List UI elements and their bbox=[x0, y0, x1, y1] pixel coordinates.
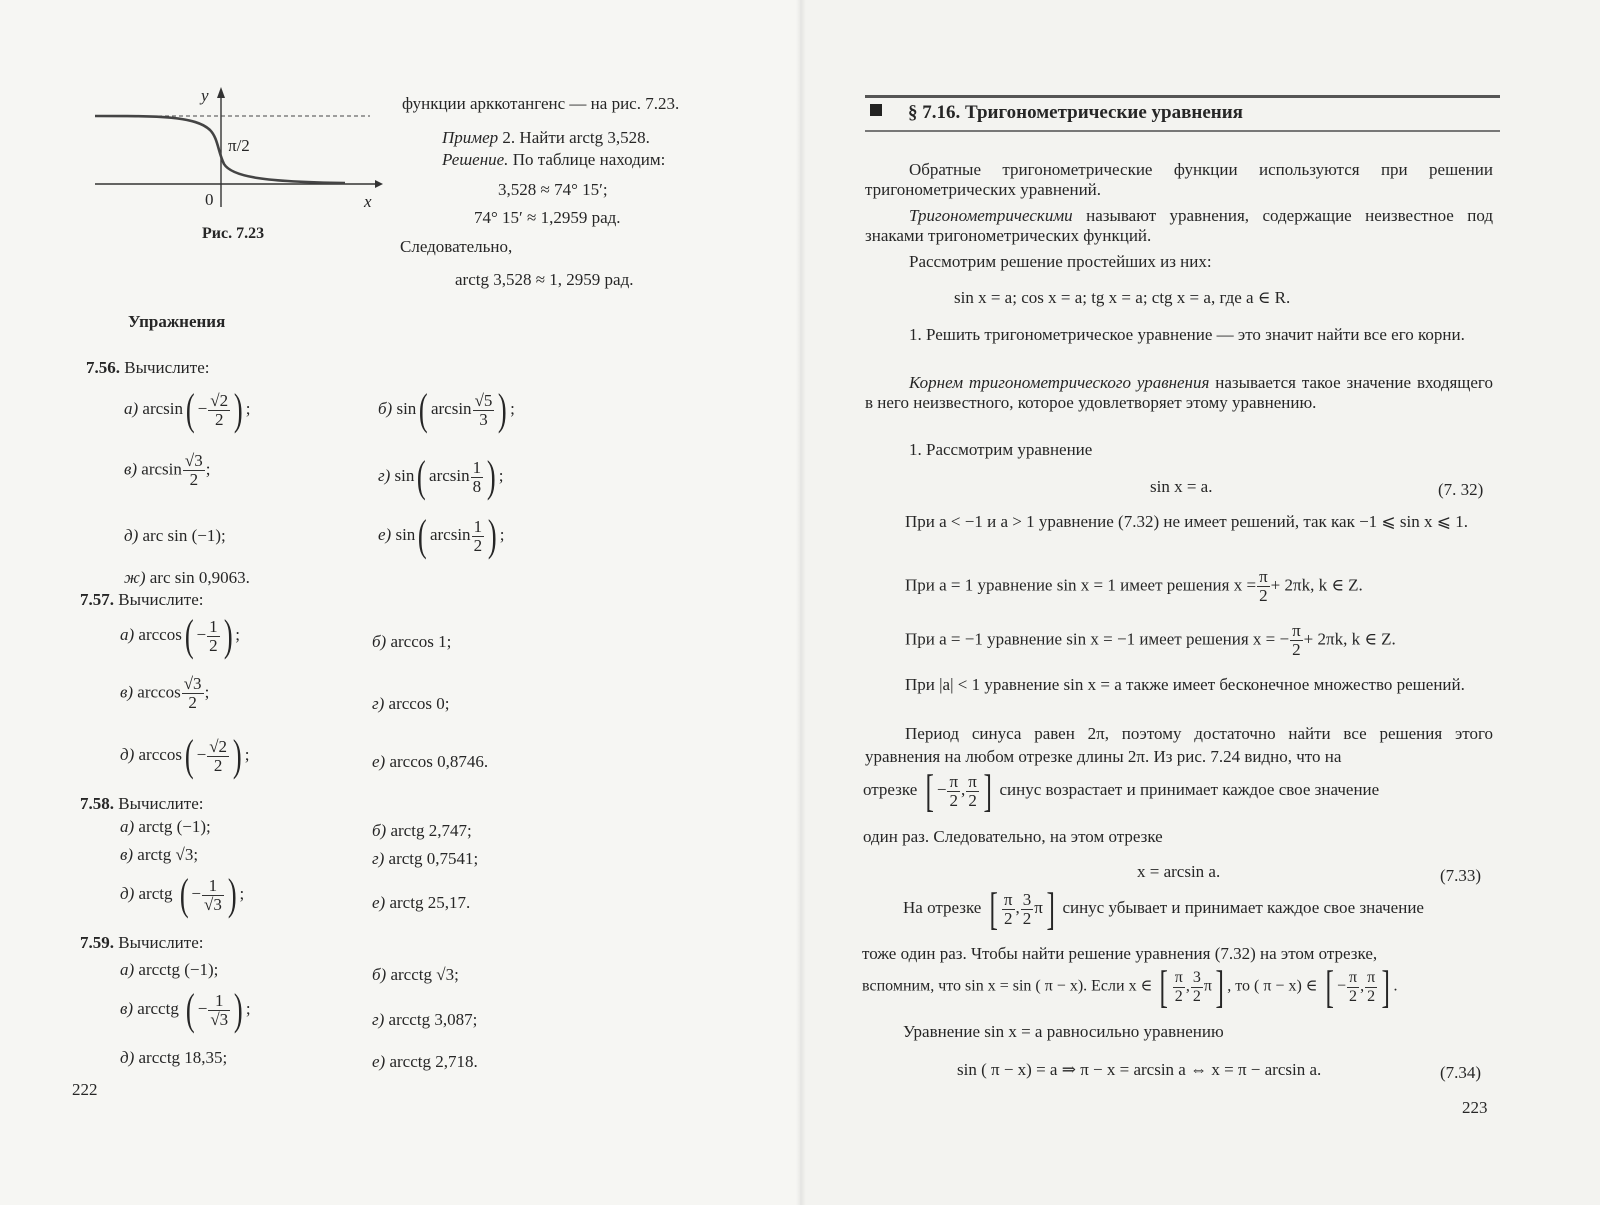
section-title: § 7.16. Тригонометрические уравнения bbox=[908, 102, 1243, 123]
section-marker-icon bbox=[870, 104, 882, 116]
ex-7-57-e: е) arccos 0,8746. bbox=[372, 752, 489, 771]
ex-7-56-g: г) sin( arcsin $\frac{1}{8}$ ) ; bbox=[378, 452, 504, 501]
ex-7-58-g: г) arctg 0,7541; bbox=[372, 849, 479, 868]
ex-7-59-d: д) arcctg 18,35; bbox=[120, 1048, 228, 1067]
ex-7-58-e: е) arctg 25,17. bbox=[372, 893, 471, 912]
eq-result: arctg 3,528 ≈ 1, 2959 рад. bbox=[455, 270, 634, 289]
equation-7-34-number: (7.34) bbox=[1440, 1063, 1482, 1082]
paragraph-5: Корнем тригонометрического уравнения называется такое значение входящего в него неизвестного, которое удовлетворяет этому уравнению. bbox=[865, 373, 1493, 412]
ex-7-56-b: б) sin( arcsin $\frac{√5}{3}$ ) ; bbox=[378, 385, 515, 434]
ex-7-59-g: г) arcctg 3,087; bbox=[372, 1010, 478, 1029]
eq-radians: 74° 15′ ≈ 1,2959 рад. bbox=[474, 208, 621, 227]
ex-7-56-v: в) arcsin $\frac{√3}{2}$ ; bbox=[124, 451, 211, 489]
ex-7-56-e: е) sin( arcsin $\frac{1}{2}$ ) ; bbox=[378, 511, 505, 560]
graph-pi-half-label: π/2 bbox=[228, 136, 250, 155]
equation-7-34: sin ( π − x) = a ⇒ π − x = arcsin a ⇔ x = π − arcsin a. bbox=[957, 1060, 1322, 1079]
book-spine bbox=[796, 0, 806, 1205]
simple-equations: sin x = a; cos x = a; tg x = a; ctg x = a, где a ∈ R. bbox=[954, 288, 1291, 307]
paragraph-4: 1. Решить тригонометрическое уравнение — это значит найти все его корни. bbox=[909, 325, 1465, 344]
exercise-7-57-header: 7.57. Вычислите: bbox=[80, 590, 204, 609]
page-number-left: 222 bbox=[72, 1080, 98, 1099]
ex-7-58-b: б) arctg 2,747; bbox=[372, 821, 472, 840]
ex-7-57-d: д) arccos( − $\frac{√2}{2}$ ) ; bbox=[120, 731, 250, 780]
eq-degrees: 3,528 ≈ 74° 15′; bbox=[498, 180, 608, 199]
intro-line: функции арккотангенс — на рис. 7.23. bbox=[402, 94, 680, 113]
paragraph-3: Рассмотрим решение простейших из них: bbox=[909, 252, 1212, 271]
paragraph-13: один раз. Следовательно, на этом отрезке bbox=[863, 827, 1163, 846]
consequently-line: Следовательно, bbox=[400, 237, 513, 256]
equation-7-32: sin x = a. bbox=[1150, 477, 1213, 496]
ex-7-58-a: а) arctg (−1); bbox=[120, 817, 211, 836]
ex-7-59-a: а) arcctg (−1); bbox=[120, 960, 219, 979]
heading-rule-bottom bbox=[865, 130, 1500, 132]
exercise-7-56-header: 7.56. Вычислите: bbox=[86, 358, 210, 377]
equation-7-32-number: (7. 32) bbox=[1438, 480, 1484, 499]
exercise-7-59-header: 7.59. Вычислите: bbox=[80, 933, 204, 952]
ex-7-57-a: а) arccos( − $\frac{1}{2}$ ) ; bbox=[120, 611, 240, 660]
ex-7-56-a: а) arcsin( − $\frac{√2}{2}$ ) ; bbox=[124, 385, 251, 434]
paragraph-7: При a < −1 и a > 1 уравнение (7.32) не имеет решений, так как −1 ⩽ sin x ⩽ 1. bbox=[905, 512, 1469, 531]
exercises-title: Упражнения bbox=[128, 312, 226, 331]
exercise-7-58-header: 7.58. Вычислите: bbox=[80, 794, 204, 813]
paragraph-15: тоже один раз. Чтобы найти решение уравнения (7.32) на этом отрезке, bbox=[862, 944, 1378, 963]
ex-7-57-v: в) arccos $\frac{√3}{2}$ ; bbox=[120, 674, 210, 712]
solution-line: Решение. По таблице находим: bbox=[442, 150, 666, 169]
paragraph-9: При a = −1 уравнение sin x = −1 имеет решения x = − $\frac{\pi}{2}$ + 2πk, k ∈ Z. bbox=[905, 621, 1396, 659]
page-number-right: 223 bbox=[1462, 1098, 1488, 1117]
ex-7-56-d: д) arc sin (−1); bbox=[124, 526, 226, 545]
ex-7-58-d: д) arctg ( − $\frac{1}{√3}$ ) ; bbox=[120, 870, 245, 919]
ex-7-59-v: в) arcctg ( − $\frac{1}{√3}$ ) ; bbox=[120, 985, 251, 1034]
paragraph-2: Тригонометрическими называют уравнения, содержащие неизвестное под знаками тригонометрических функций. bbox=[865, 206, 1493, 245]
ex-7-56-zh: ж) arc sin 0,9063. bbox=[124, 568, 250, 587]
graph-origin-label: 0 bbox=[205, 190, 214, 209]
ex-7-59-e: е) arcctg 2,718. bbox=[372, 1052, 478, 1071]
figure-caption: Рис. 7.23 bbox=[202, 225, 265, 242]
graph-y-label: y bbox=[201, 86, 209, 105]
example-line: Пример 2. Найти arctg 3,528. bbox=[442, 128, 650, 147]
equation-7-33-number: (7.33) bbox=[1440, 866, 1482, 885]
equation-7-33: x = arcsin a. bbox=[1137, 862, 1221, 881]
paragraph-10: При |a| < 1 уравнение sin x = a также имеет бесконечное множество решений. bbox=[905, 675, 1465, 694]
ex-7-57-b: б) arccos 1; bbox=[372, 632, 452, 651]
paragraph-1: Обратные тригонометрические функции используются при решении тригонометрических уравнений. bbox=[865, 160, 1493, 199]
heading-rule-top bbox=[865, 95, 1500, 98]
ex-7-57-g: г) arccos 0; bbox=[372, 694, 450, 713]
graph-x-label: x bbox=[364, 192, 372, 211]
paragraph-14: На отрезке [ $\frac{\pi}{2}$ , $\frac{3}{2}$ π] синус убывает и принимает каждое свое значение bbox=[903, 883, 1424, 934]
paragraph-17: Уравнение sin x = a равносильно уравнению bbox=[903, 1022, 1224, 1041]
ex-7-59-b: б) arcctg √3; bbox=[372, 965, 459, 984]
paragraph-8: При a = 1 уравнение sin x = 1 имеет решения x = $\frac{\pi}{2}$ + 2πk, k ∈ Z. bbox=[905, 567, 1363, 605]
ex-7-58-v: в) arctg √3; bbox=[120, 845, 199, 864]
paragraph-11: Период синуса равен 2π, поэтому достаточно найти все решения этого уравнения на любом отрезке длины 2π. Из рис. 7.24 видно, что на bbox=[865, 724, 1493, 766]
paragraph-16: вспомним, что sin x = sin ( π − x). Если x ∈ [ $\frac{\pi}{2}$ , $\frac{3}{2}$ π] , то ( π − x) ∈ [ − $\frac{\pi}{2}$ , $\frac{\pi}{2}$ ] . bbox=[862, 961, 1398, 1012]
paragraph-6: 1. Рассмотрим уравнение bbox=[909, 440, 1093, 459]
paragraph-12: отрезке [ − $\frac{\pi}{2}$ , $\frac{\pi}{2}$ ] синус возрастает и принимает каждое свое значение bbox=[863, 765, 1380, 816]
